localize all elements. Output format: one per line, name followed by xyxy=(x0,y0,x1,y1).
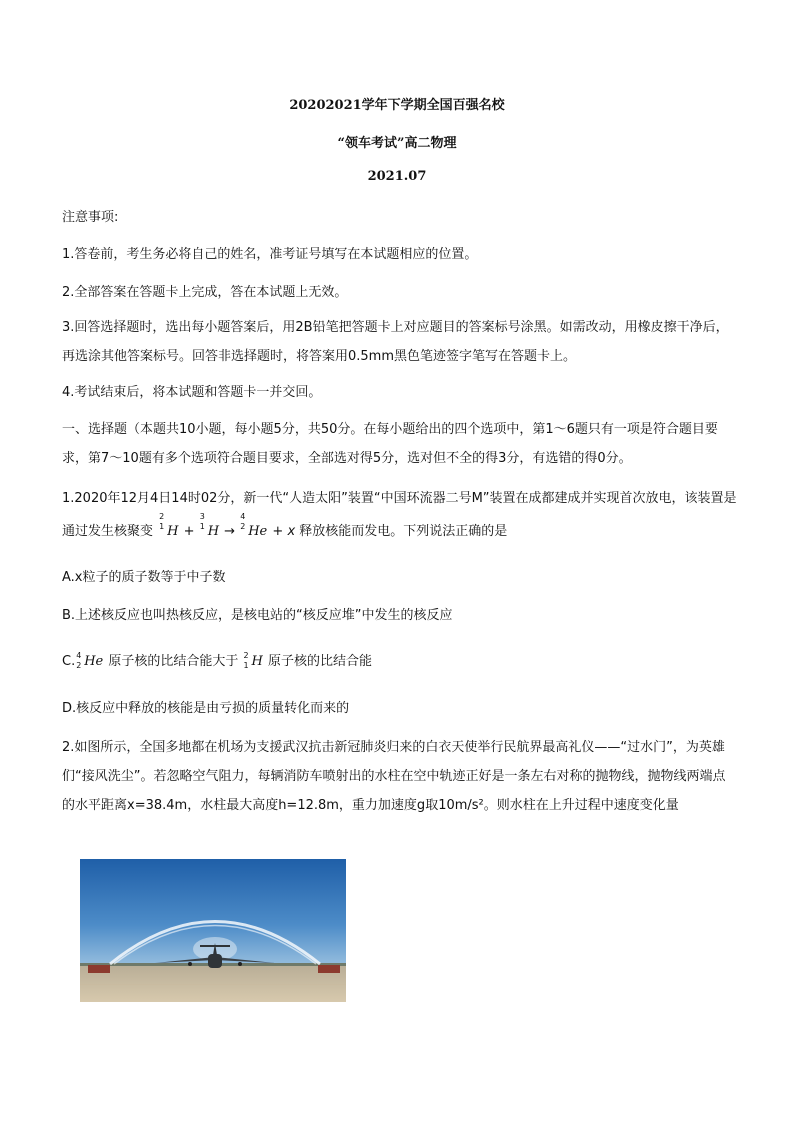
exam-date: 2021.07 xyxy=(367,169,427,184)
notice-item-2: 2.全部答案在答题卡上完成，答在本试题上无效。 xyxy=(62,285,348,300)
particle-x: x xyxy=(287,524,296,539)
water-salute-photo xyxy=(80,859,346,1002)
nuclide-deuterium: 2 1 H xyxy=(159,512,179,539)
nuclide-helium: 4 2 He xyxy=(240,512,268,539)
nuclide-deuterium: 2 1 H xyxy=(243,651,263,670)
nuclide-tritium: 3 1 H xyxy=(199,512,220,539)
q1-option-a: A.x粒子的质子数等于中子数 xyxy=(62,570,226,585)
exam-year-line: 20202021学年下学期全国百强名校 xyxy=(289,98,505,113)
q1-option-b: B.上述核反应也叫热核反应，是核电站的“核反应堆”中发生的核反应 xyxy=(62,608,453,623)
plus-sign: + xyxy=(183,524,195,539)
notice-item-1: 1.答卷前，考生务必将自己的姓名，准考证号填写在本试题相应的位置。 xyxy=(62,247,478,262)
question-1-stem-text: 1.2020年12月4日14时02分，新一代“人造太阳”装置“中国环流器二号M”装置在成都建成并实现首次放电，该装置是通过发生核聚变 xyxy=(62,491,737,539)
q1-option-d: D.核反应中释放的核能是由亏损的质量转化而来的 xyxy=(62,701,350,716)
fusion-equation xyxy=(159,512,299,539)
exam-title: “领车考试”高二物理 xyxy=(337,136,457,151)
notice-item-3: 3.回答选择题时，选出每小题答案后，用2B铅笔把答题卡上对应题目的答案标号涂黑。如需改动，用橡皮擦干净后，再选涂其他答案标号。回答非选择题时，将答案用0.5mm黑色笔迹签字笔写在答题卡上。 xyxy=(62,320,729,364)
question-2-stem: 2.如图所示，全国多地都在机场为支援武汉抗击新冠肺炎归来的白衣天使举行民航界最高礼仪——“过水门”，为英雄们“接风洗尘”。若忽略空气阻力，每辆消防车喷射出的水柱在空中轨迹正好是一条左右对称的抛物线，抛物线两端点的水平距离x=38.4m，水柱最大高度h=12.8m，重力加速度g取10m/s²。则水柱在上升过程中速度变化量 xyxy=(62,740,726,813)
section-intro: 一、选择题（本题共10小题，每小题5分，共50分。在每小题给出的四个选项中，第1～6题只有一项是符合题目要求，第7～10题有多个选项符合题目要求，全部选对得5分，选对但不全的得3分，有选错的得0分。 xyxy=(62,422,718,466)
arrow-sign: → xyxy=(224,524,236,539)
question-1-stem xyxy=(62,482,738,548)
q1-option-c: C. 4 2 He 原子核的比结合能大于 2 1 H 原子核的比结合能 xyxy=(62,651,373,670)
notice-heading: 注意事项: xyxy=(62,210,119,225)
nuclide-helium: 4 2 He xyxy=(76,651,104,670)
question-1-stem-tail: 释放核能而发电。下列说法正确的是 xyxy=(299,524,508,539)
plus-sign: + xyxy=(272,524,284,539)
notice-item-4: 4.考试结束后，将本试题和答题卡一并交回。 xyxy=(62,385,322,400)
